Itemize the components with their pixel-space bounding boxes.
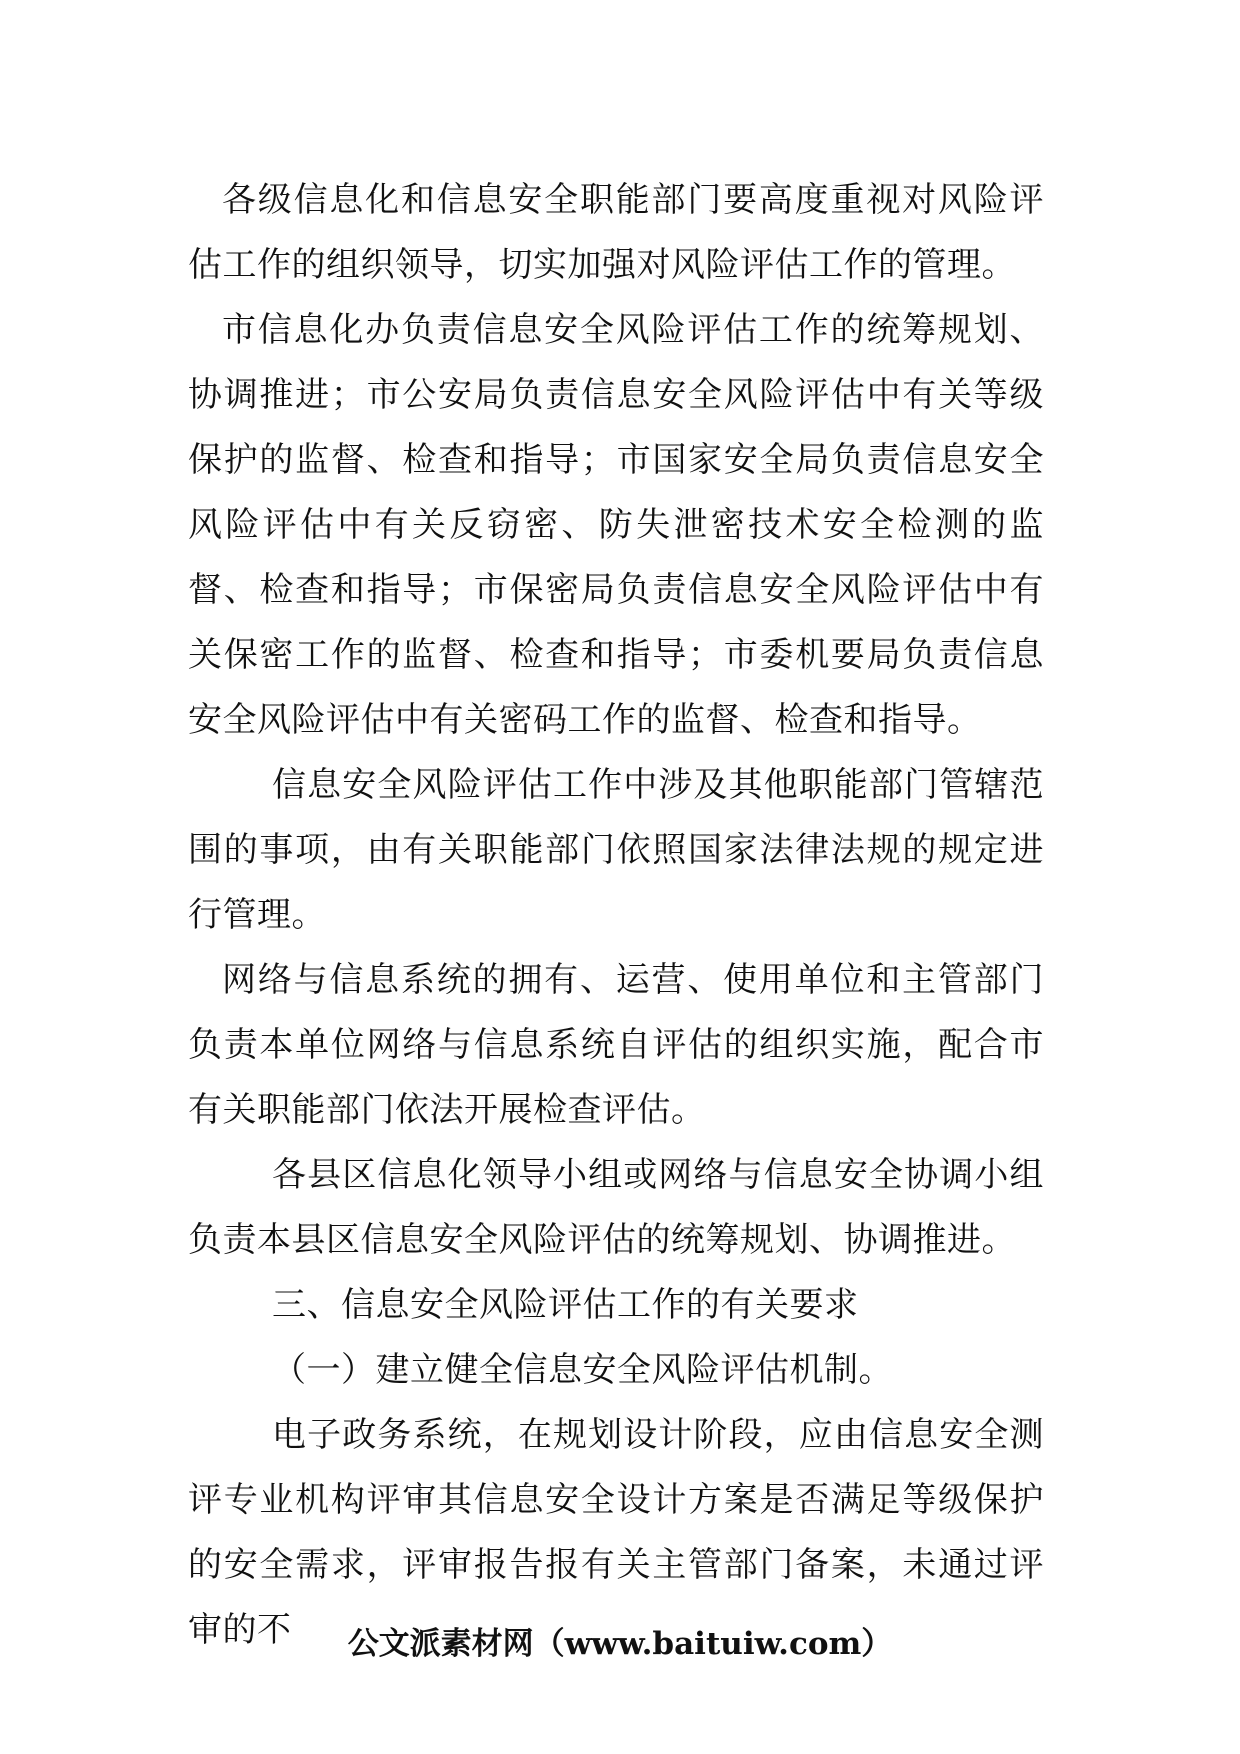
footer-watermark: 公文派素材网（www.baituiw.com） bbox=[347, 1626, 893, 1662]
document-body bbox=[188, 168, 1044, 1663]
paragraph-responsibilities: 市信息化办负责信息安全风险评估工作的统筹规划、协调推进；市公安局负责信息安全风险评估中有关等级保护的监督、检查和指导；市国家安全局负责信息安全风险评估中有关反窃密、防失泄密技术安全检测的监督、检查和指导；市保密局负责信息安全风险评估中有关保密工作的监督、检查和指导；市委机要局负责信息安全风险评估中有关密码工作的监督、检查和指导。 bbox=[188, 310, 1044, 740]
paragraph-system-owners: 网络与信息系统的拥有、运营、使用单位和主管部门负责本单位网络与信息系统自评估的组织实施，配合市有关职能部门依法开展检查评估。 bbox=[188, 960, 1044, 1130]
subsection-heading: （一）建立健全信息安全风险评估机制。 bbox=[272, 1350, 893, 1390]
paragraph-other-departments: 信息安全风险评估工作中涉及其他职能部门管辖范围的事项，由有关职能部门依照国家法律法规的规定进行管理。 bbox=[188, 765, 1044, 935]
paragraph-county-groups: 各县区信息化领导小组或网络与信息安全协调小组负责本县区信息安全风险评估的统筹规划、协调推进。 bbox=[188, 1155, 1044, 1260]
section-heading: 三、信息安全风险评估工作的有关要求 bbox=[272, 1285, 859, 1325]
paragraph-e-government: 电子政务系统，在规划设计阶段，应由信息安全测评专业机构评审其信息安全设计方案是否满足等级保护的安全需求，评审报告报有关主管部门备案，未通过评审的不 bbox=[188, 1415, 1044, 1650]
paragraph-leadership: 各级信息化和信息安全职能部门要高度重视对风险评估工作的组织领导，切实加强对风险评估工作的管理。 bbox=[188, 180, 1044, 285]
